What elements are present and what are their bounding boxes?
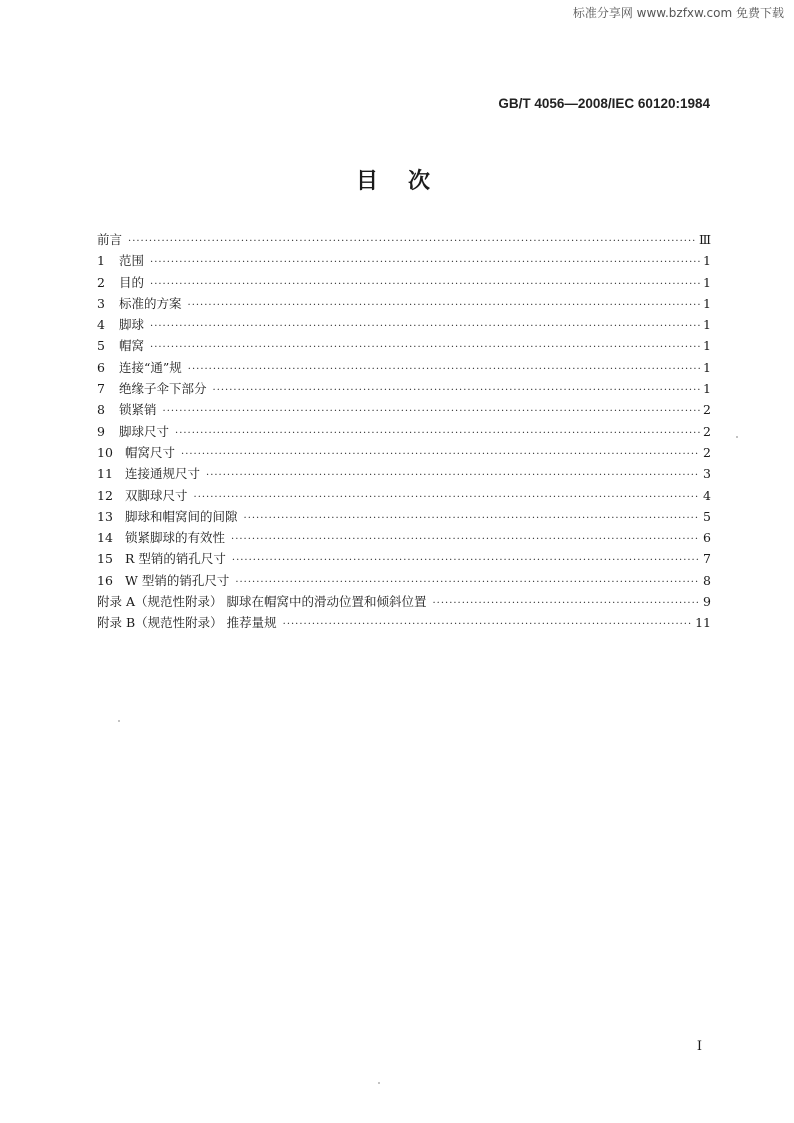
site-watermark: 标准分享网 www.bzfxw.com 免费下载 — [572, 6, 784, 20]
page-number: I — [696, 1039, 702, 1054]
toc-leader-dots — [150, 316, 700, 337]
toc-entry-number: 7 — [97, 381, 105, 397]
toc-entry-10[interactable] — [97, 442, 711, 463]
toc-entry-text: R 型销的销孔尺寸 — [125, 551, 226, 567]
toc-entry-number: 10 — [97, 444, 113, 460]
toc-entry-page: 1 — [703, 274, 711, 290]
toc-entry-text: 连接“通”规 — [119, 359, 182, 375]
toc-entry-page: 2 — [703, 423, 711, 439]
toc-entry-2[interactable] — [97, 272, 711, 293]
toc-leader-dots — [232, 550, 700, 571]
toc-entry-page: 8 — [703, 572, 711, 588]
toc-leader-dots — [231, 529, 700, 550]
toc-leader-dots — [206, 465, 700, 486]
toc-entry-number: 11 — [97, 466, 113, 482]
toc-entry-page: 2 — [703, 402, 711, 418]
toc-entry-page: 9 — [703, 594, 711, 610]
toc-entry-number: 15 — [97, 551, 113, 567]
toc-entry-text: 前言 — [97, 232, 123, 247]
toc-entry-page: 3 — [703, 466, 711, 482]
toc-leader-dots — [213, 380, 700, 401]
toc-entry-page: 1 — [703, 317, 711, 333]
toc-entry-number: 4 — [97, 317, 105, 333]
toc-entry-page: 5 — [703, 508, 711, 524]
toc-entry-page: 2 — [703, 444, 711, 460]
toc-entry-annex-a[interactable] — [97, 591, 711, 612]
toc-entry-page: 4 — [703, 487, 711, 503]
toc-entry-text: 脚球 — [119, 317, 145, 333]
toc-entry-3[interactable] — [97, 293, 711, 314]
toc-leader-dots — [283, 614, 692, 635]
toc-entry-1[interactable] — [97, 250, 711, 271]
toc-entry-foreword[interactable] — [97, 229, 711, 250]
toc-entry-9[interactable] — [97, 421, 711, 442]
toc-entry-page: 1 — [703, 381, 711, 397]
toc-leader-dots — [175, 423, 700, 444]
toc-leader-dots — [188, 295, 700, 316]
toc-entry-5[interactable] — [97, 335, 711, 356]
toc-entry-text: 范围 — [119, 253, 145, 269]
toc-leader-dots — [235, 572, 700, 593]
toc-entry-number: 12 — [97, 487, 113, 503]
toc-entry-number: 16 — [97, 572, 113, 588]
toc-leader-dots — [432, 593, 700, 614]
toc-entry-number: 1 — [97, 253, 105, 269]
toc-entry-number: 14 — [97, 530, 113, 546]
toc-leader-dots — [150, 252, 700, 273]
toc-entry-16[interactable] — [97, 570, 711, 591]
toc-entry-text: W 型销的销孔尺寸 — [125, 572, 230, 588]
toc-entry-page: Ⅲ — [698, 232, 711, 247]
toc-entry-text: 锁紧脚球的有效性 — [125, 530, 226, 546]
toc-entry-13[interactable] — [97, 506, 711, 527]
toc-entry-8[interactable] — [97, 399, 711, 420]
toc-leader-dots — [181, 444, 700, 465]
toc-entry-number: 8 — [97, 402, 105, 418]
toc-entry-page: 1 — [703, 359, 711, 375]
toc-entry-text: 绝缘子伞下部分 — [119, 381, 207, 397]
page-title: 目次 — [355, 168, 460, 194]
toc-leader-dots — [194, 487, 700, 508]
toc-leader-dots — [244, 508, 700, 529]
toc-entry-text: 脚球和帽窝间的间隙 — [125, 508, 238, 524]
toc-entry-14[interactable] — [97, 527, 711, 548]
toc-leader-dots — [128, 231, 696, 252]
toc-entry-number: 9 — [97, 423, 105, 439]
toc-entry-number: 13 — [97, 508, 113, 524]
scan-speck — [736, 436, 738, 438]
toc-entry-text: 附录 A（规范性附录） 脚球在帽窝中的滑动位置和倾斜位置 — [97, 594, 427, 610]
toc-entry-page: 1 — [703, 253, 711, 269]
toc-entry-number: 2 — [97, 274, 105, 290]
toc-entry-7[interactable] — [97, 378, 711, 399]
toc-entry-annex-b[interactable] — [97, 612, 711, 633]
table-of-contents — [97, 229, 711, 634]
toc-entry-12[interactable] — [97, 485, 711, 506]
toc-entry-text: 标准的方案 — [119, 295, 182, 311]
toc-entry-text: 帽窝尺寸 — [125, 444, 176, 460]
toc-entry-page: 7 — [703, 551, 711, 567]
scan-speck — [118, 720, 120, 722]
scan-speck — [378, 1082, 380, 1084]
toc-entry-6[interactable] — [97, 357, 711, 378]
toc-leader-dots — [150, 274, 700, 295]
toc-entry-number: 6 — [97, 359, 105, 375]
toc-entry-4[interactable] — [97, 314, 711, 335]
toc-entry-page: 11 — [695, 615, 711, 631]
toc-entry-text: 脚球尺寸 — [119, 423, 170, 439]
toc-entry-text: 目的 — [119, 274, 145, 290]
toc-entry-page: 1 — [703, 295, 711, 311]
toc-entry-number: 3 — [97, 295, 105, 311]
toc-entry-text: 连接通规尺寸 — [125, 466, 201, 482]
toc-entry-text: 附录 B（规范性附录） 推荐量规 — [97, 615, 277, 631]
toc-entry-11[interactable] — [97, 463, 711, 484]
toc-entry-page: 6 — [703, 530, 711, 546]
toc-leader-dots — [163, 401, 700, 422]
toc-leader-dots — [150, 337, 700, 358]
standard-code-header: GB/T 4056—2008/IEC 60120:1984 — [498, 96, 710, 111]
toc-leader-dots — [188, 359, 700, 380]
toc-entry-text: 帽窝 — [119, 338, 145, 354]
toc-entry-number: 5 — [97, 338, 105, 354]
toc-entry-text: 锁紧销 — [119, 402, 157, 418]
toc-entry-page: 1 — [703, 338, 711, 354]
toc-entry-15[interactable] — [97, 548, 711, 569]
toc-entry-text: 双脚球尺寸 — [125, 487, 188, 503]
